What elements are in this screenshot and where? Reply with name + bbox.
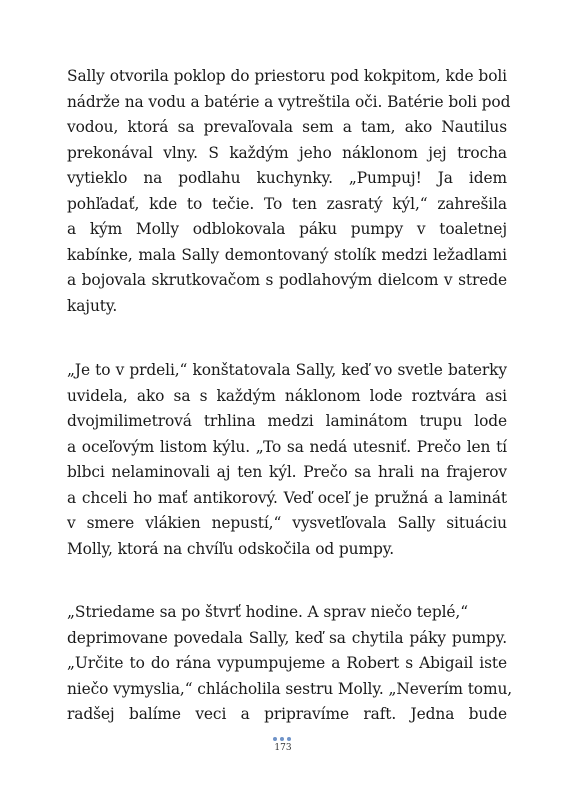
text-line: Sally otvorila poklop do priestoru pod kokpitom, kde boli <box>67 67 507 85</box>
text-line: niečo vymyslia,“ chlácholila sestru Molly. „Neverím tomu, <box>67 679 513 698</box>
paragraph-3 <box>67 600 513 728</box>
text-line: a oceľovým listom kýlu. „To sa nedá utesniť. Prečo len tí <box>67 437 507 456</box>
text-line: uvidela, ako sa s každým náklonom lode roztvára asi <box>67 386 507 405</box>
text-line: kajuty. <box>67 296 118 315</box>
paragraph-2 <box>67 358 507 562</box>
text-line: vytieklo na podlahu kuchynky. „Pumpuj! Ja idem <box>67 169 507 187</box>
text-line: pohľadať, kde to tečie. To ten zasratý kýl,“ zahrešila <box>67 194 507 213</box>
text-line: blbci nelaminovali aj ten kýl. Prečo sa hrali na frajerov <box>67 463 507 481</box>
page-number: 173 <box>274 743 292 753</box>
page-ornament-icon <box>273 737 293 741</box>
ornament-dot <box>273 737 277 741</box>
text-line: „Je to v prdeli,“ konštatovala Sally, keď vo svetle baterky <box>67 361 507 379</box>
text-line: radšej balíme veci a pripravíme raft. Jedna bude <box>67 705 507 723</box>
paragraph-1 <box>67 64 511 319</box>
text-line: Molly, ktorá na chvíľu odskočila od pumpy. <box>67 539 395 558</box>
text-line: a bojovala skrutkovačom s podlahovým dielcom v strede <box>67 271 507 289</box>
text-line: vodou, ktorá sa prevaľovala sem a tam, ako Nautilus <box>67 118 507 136</box>
text-line: a chceli ho mať antikorový. Veď oceľ je pružná a laminát <box>67 488 507 507</box>
text-line: deprimovane povedala Sally, keď sa chytila páky pumpy. <box>67 628 507 647</box>
text-line: kabínke, mala Sally demontovaný stolík medzi ležadlami <box>67 245 507 264</box>
ornament-dot <box>280 737 284 741</box>
text-line: „Striedame sa po štvrť hodine. A sprav niečo teplé,“ <box>67 603 468 621</box>
text-line: a kým Molly odblokovala páku pumpy v toaletnej <box>67 220 507 238</box>
text-line: prekonával vlny. S každým jeho náklonom jej trocha <box>67 143 507 162</box>
text-line: dvojmilimetrová trhlina medzi laminátom trupu lode <box>67 412 507 430</box>
text-line: v smere vlákien nepustí,“ vysvetľovala Sally situáciu <box>67 514 507 532</box>
ornament-dot <box>287 737 291 741</box>
text-line: „Určite to do rána vypumpujeme a Robert s Abigail iste <box>67 654 507 672</box>
text-line: nádrže na vodu a batérie a vytreštila oči. Batérie boli pod <box>67 92 511 111</box>
